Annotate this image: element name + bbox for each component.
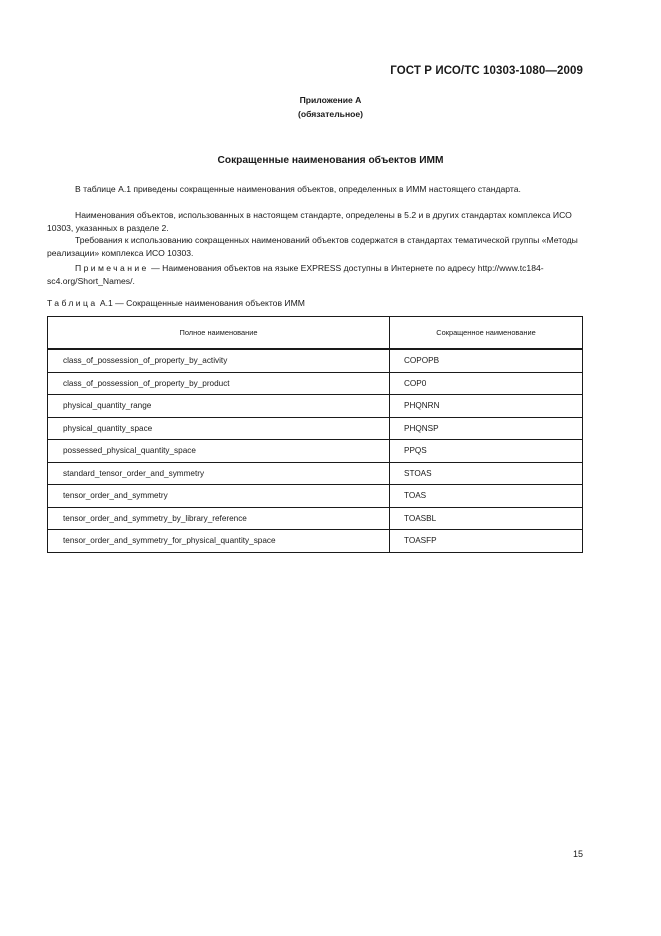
full-name-cell: tensor_order_and_symmetry_for_physical_quantity_space	[48, 530, 390, 553]
full-name-cell: tensor_order_and_symmetry	[48, 485, 390, 508]
table-caption	[47, 298, 305, 308]
abbreviations-table	[47, 316, 583, 553]
paragraph-1	[47, 183, 583, 196]
full-name-cell: class_of_possession_of_property_by_product	[48, 372, 390, 395]
short-name-cell: STOAS	[390, 462, 583, 485]
full-name-cell: possessed_physical_quantity_space	[48, 440, 390, 463]
table-caption-label: Таблица	[47, 298, 98, 308]
table-row	[48, 440, 583, 463]
paragraph-2-text: Наименования объектов, использованных в настоящем стандарте, определены в 5.2 и в других стандартах комплекса ИСО 10303, указанных в разделе 2.	[47, 210, 572, 233]
table-row	[48, 417, 583, 440]
short-name-cell: PPQS	[390, 440, 583, 463]
short-name-cell: COP0	[390, 372, 583, 395]
annex-title: Приложение А	[299, 95, 362, 105]
full-name-cell: physical_quantity_range	[48, 395, 390, 418]
annex-heading	[0, 94, 661, 121]
note-paragraph	[47, 262, 583, 288]
section-title: Сокращенные наименования объектов ИММ	[217, 155, 444, 166]
note-label: Примечание	[75, 263, 149, 273]
paragraph-2	[47, 209, 583, 235]
paragraph-3	[47, 234, 583, 260]
table-header-row	[48, 317, 583, 350]
table-row	[48, 349, 583, 372]
table-row	[48, 395, 583, 418]
document-code: ГОСТ Р ИСО/ТС 10303-1080—2009	[390, 65, 583, 77]
short-name-cell: PHQNSP	[390, 417, 583, 440]
short-name-cell: PHQNRN	[390, 395, 583, 418]
table-row	[48, 530, 583, 553]
table-caption-text: А.1 — Сокращенные наименования объектов ИММ	[97, 298, 305, 308]
note-text: — Наименования объектов на языке EXPRESS доступны в Интернете по адресу http://www.tc184-sc4.org/Short_Names/.	[47, 263, 544, 286]
table-row	[48, 507, 583, 530]
header-short-name: Сокращенное наименование	[390, 317, 583, 350]
short-name-cell: TOAS	[390, 485, 583, 508]
table-row	[48, 372, 583, 395]
table-row	[48, 485, 583, 508]
short-name-cell: TOASFP	[390, 530, 583, 553]
full-name-cell: class_of_possession_of_property_by_activity	[48, 349, 390, 372]
page-number: 15	[572, 849, 583, 859]
annex-status: (обязательное)	[297, 108, 364, 119]
full-name-cell: standard_tensor_order_and_symmetry	[48, 462, 390, 485]
short-name-cell: TOASBL	[390, 507, 583, 530]
paragraph-1-text: В таблице А.1 приведены сокращенные наименования объектов, определенных в ИММ настоящего стандарта.	[75, 184, 521, 194]
full-name-cell: physical_quantity_space	[48, 417, 390, 440]
table-row	[48, 462, 583, 485]
paragraph-3-text: Требования к использованию сокращенных наименований объектов содержатся в стандартах тематической группы «Методы реализации» комплекса ИСО 10303.	[47, 235, 578, 258]
full-name-cell: tensor_order_and_symmetry_by_library_reference	[48, 507, 390, 530]
short-name-cell: COPOPB	[390, 349, 583, 372]
header-full-name: Полное наименование	[48, 317, 390, 350]
